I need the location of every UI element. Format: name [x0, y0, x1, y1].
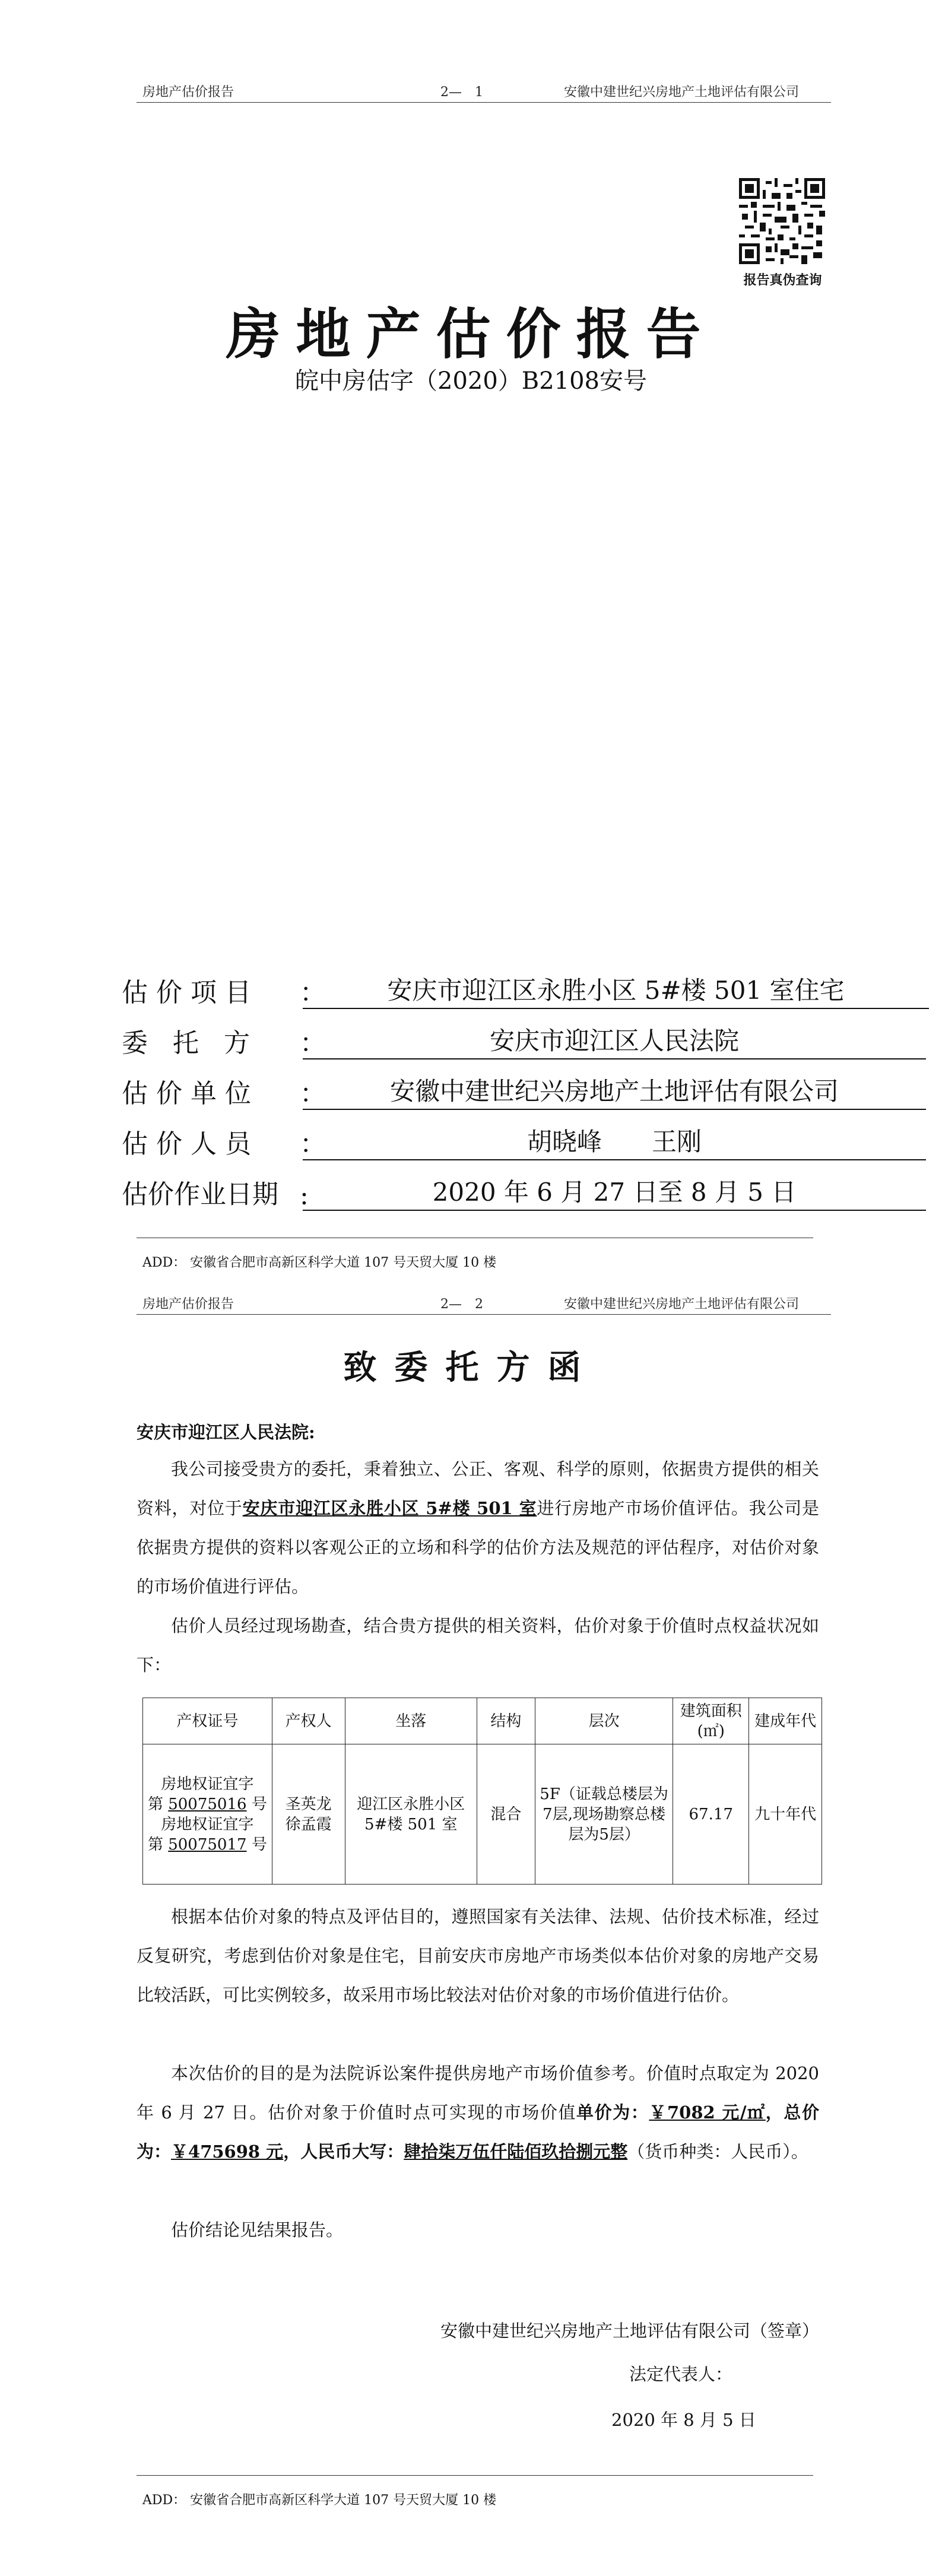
- uppercase-label: 人民币大写：: [300, 2142, 404, 2162]
- table-header: 产权证号: [143, 1698, 272, 1744]
- table-header: 结构: [477, 1698, 535, 1744]
- field-colon: ：: [300, 1028, 326, 1058]
- paragraph-4: 本次估价的目的是为法院诉讼案件提供房地产市场价值参考。价值时点取定为 2020 年 6 月 27 日。估价对象于价值时点可实现的市场价值单价为：￥7082 元/㎡，总价为：￥475698 元，人民币大写：肆拾柒万伍仟陆佰玖拾捌元整（货币种类：人民币）。: [137, 2063, 819, 2162]
- uppercase-value: 肆拾柒万伍仟陆佰玖拾捌元整: [404, 2142, 628, 2162]
- cell-location: 迎江区永胜小区 5#楼 501 室: [345, 1744, 477, 1885]
- property-table: [142, 1698, 822, 1885]
- unit-price-label: 单价为：: [576, 2102, 649, 2123]
- paragraph-4-tail: （货币种类：人民币）。: [627, 2142, 808, 2162]
- footer-rule: [137, 2475, 813, 2476]
- field-appraisers: [122, 1125, 702, 1160]
- table-header-row: [143, 1698, 822, 1744]
- total-price-label: 总价为：: [137, 2102, 819, 2162]
- cell-cert: [143, 1744, 272, 1885]
- field-value: 安徽中建世纪兴房地产土地评估有限公司: [303, 1072, 926, 1110]
- cert-number: 50075016: [168, 1795, 247, 1813]
- table-header: 坐落: [345, 1698, 477, 1744]
- field-label: 估价项目: [122, 978, 259, 1008]
- property-address: 安庆市迎江区永胜小区 5#楼 501 室: [242, 1498, 537, 1518]
- total-price-value: ￥475698 元: [171, 2142, 284, 2162]
- field-label: 委托方: [122, 1028, 275, 1058]
- field-client: [122, 1024, 739, 1059]
- field-work-date: [122, 1175, 797, 1211]
- field-label: 估价单位: [122, 1078, 259, 1109]
- signature-company: 安徽中建世纪兴房地产土地评估有限公司（签章）: [440, 2321, 819, 2341]
- field-colon: ：: [300, 1129, 326, 1159]
- signature-date: 2020 年 8 月 5 日: [611, 2410, 756, 2430]
- field-value: 胡晓峰 王刚: [303, 1122, 926, 1160]
- header-left: 房地产估价报告: [142, 1297, 234, 1312]
- table-row: [143, 1744, 822, 1885]
- table-header: 产权人: [272, 1698, 345, 1744]
- report-title: 房地产估价报告: [226, 302, 716, 366]
- table-header: 建成年代: [749, 1698, 822, 1744]
- salutation: 安庆市迎江区人民法院:: [137, 1422, 315, 1442]
- header-rule: [137, 1314, 831, 1315]
- qr-caption: 报告真伪查询: [743, 272, 822, 288]
- header-rule: [137, 102, 831, 103]
- cell-owner: 圣英龙 徐孟霞: [272, 1744, 345, 1885]
- cert-number: 50075017: [168, 1835, 247, 1854]
- cert-line: 房地权证宜字: [161, 1775, 254, 1793]
- paragraph-2: 估价人员经过现场勘查，结合贵方提供的相关资料，估价对象于价值时点权益状况如下：: [137, 1616, 819, 1675]
- footer-address: ADD： 安徽省合肥市高新区科学大道 107 号天贸大厦 10 楼: [142, 1255, 497, 1270]
- cell-floor: 5F（证载总楼层为7层,现场勘察总楼层为5层）: [535, 1744, 673, 1885]
- table-header: 建筑面积(㎡): [673, 1698, 749, 1744]
- paragraph-1-a: 我公司接受贵方的委托，秉着独立、公正、客观、科学的原则，依据贵方提供的相关资料，对位于: [137, 1459, 819, 1518]
- field-label: 估价人员: [122, 1129, 259, 1159]
- unit-price-value: ￥7082 元/㎡: [649, 2102, 766, 2123]
- footer-address: ADD： 安徽省合肥市高新区科学大道 107 号天贸大厦 10 楼: [142, 2493, 497, 2508]
- cell-structure: 混合: [477, 1744, 535, 1885]
- cert-line: 第 50075016 号: [147, 1795, 267, 1813]
- cell-year: 九十年代: [749, 1744, 822, 1885]
- signature-representative: 法定代表人：: [629, 2364, 733, 2384]
- field-value: 2020 年 6 月 27 日至 8 月 5 日: [303, 1173, 926, 1211]
- field-colon: ：: [300, 1078, 326, 1109]
- header-page-number: 2— 2: [440, 1297, 483, 1312]
- field-colon: ：: [300, 978, 326, 1008]
- paragraph-1-b: 进行房地产市场价值评估。我公司是依据贵方提供的资料以客观公正的立场和科学的估价方法及规范的评估程序，对估价对象的市场价值进行评估。: [137, 1498, 819, 1597]
- header-right: 安徽中建世纪兴房地产土地评估有限公司: [564, 85, 800, 100]
- header-page-number: 2— 1: [440, 85, 483, 100]
- field-appraiser-company: [122, 1074, 839, 1110]
- field-value: 安庆市迎江区永胜小区 5#楼 501 室住宅: [303, 971, 929, 1009]
- cell-area: 67.17: [673, 1744, 749, 1885]
- cert-line: 第 50075017 号: [147, 1835, 267, 1854]
- field-label: 估价作业日期: [122, 1179, 278, 1210]
- qr-code-icon[interactable]: [739, 178, 825, 264]
- field-value: 安庆市迎江区人民法院: [303, 1021, 926, 1059]
- field-project: [122, 973, 845, 1009]
- paragraph-1: [137, 1449, 819, 1606]
- letter-title: 致委托方函: [343, 1348, 599, 1387]
- header-right: 安徽中建世纪兴房地产土地评估有限公司: [564, 1297, 800, 1312]
- field-colon: :: [300, 1181, 309, 1211]
- table-header: 层次: [535, 1698, 673, 1744]
- paragraph-3: 根据本估价对象的特点及评估目的，遵照国家有关法律、法规、估价技术标准，经过反复研究，考虑到估价对象是住宅，目前安庆市房地产市场类似本估价对象的房地产交易比较活跃，可比实例较多，故采用市场比较法对估价对象的市场价值进行估价。: [137, 1906, 819, 2005]
- paragraph-4-a: 本次估价的目的是为法院诉讼案件提供房地产市场价值参考。价值时点取定为 2020 年 6 月 27 日。估价对象于价值时点可实现的市场价值: [137, 2063, 819, 2123]
- cert-line: 房地权证宜字: [161, 1815, 254, 1833]
- header-left: 房地产估价报告: [142, 85, 234, 100]
- report-number: 皖中房估字（2020）B2108安号: [295, 367, 647, 395]
- paragraph-5: 估价结论见结果报告。: [171, 2220, 344, 2240]
